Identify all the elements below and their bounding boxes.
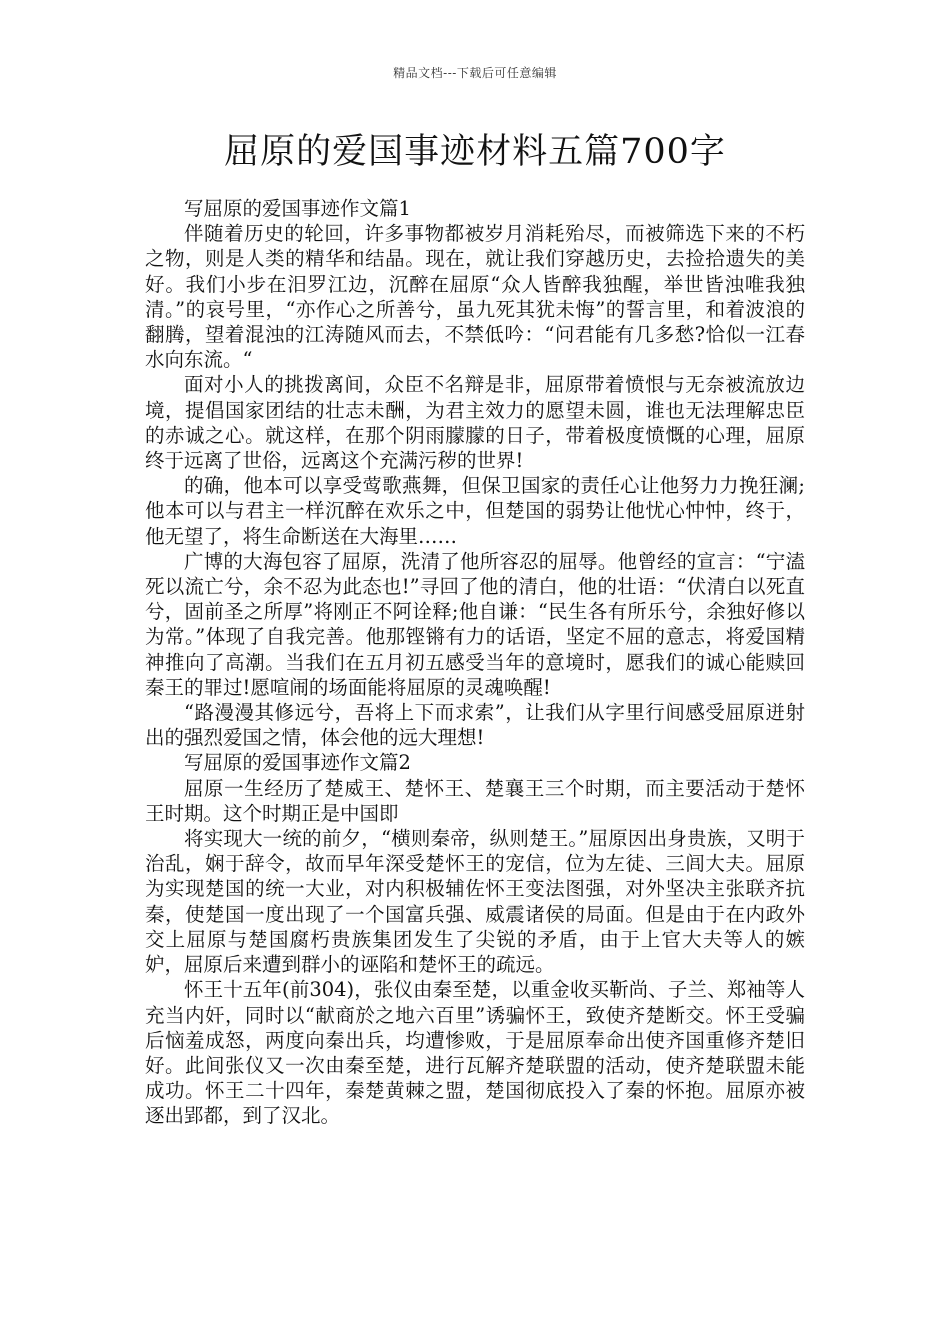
paragraph: “路漫漫其修远兮，吾将上下而求索”，让我们从字里行间感受屈原迸射出的强烈爱国之情，体会他的远大理想! xyxy=(145,701,805,750)
document-title: 屈原的爱国事迹材料五篇700字 xyxy=(224,132,726,172)
paragraph: 屈原一生经历了楚威王、楚怀王、楚襄王三个时期，而主要活动于楚怀王时期。这个时期正是中国即 xyxy=(145,776,805,825)
paragraph: 的确，他本可以享受莺歌燕舞，但保卫国家的责任心让他努力力挽狂澜;他本可以与君主一样沉醉在欢乐之中，但楚国的弱势让他忧心忡忡，终于，他无望了，将生命断送在大海里…… xyxy=(145,474,805,548)
page-header: 精品文档---下载后可任意编辑 xyxy=(393,66,557,80)
paragraph: 广博的大海包容了屈原，洗清了他所容忍的屈辱。他曾经的宣言：“宁溘死以流亡兮，余不忍为此态也!”寻回了他的清白，他的壮语：“伏清白以死直兮，固前圣之所厚”将刚正不阿诠释;他自谦：“民生各有所乐兮，余独好修以为常。”体现了自我完善。他那铿锵有力的话语，坚定不屈的意志，将爱国精神推向了高潮。当我们在五月初五感受当年的意境时，愿我们的诚心能赎回秦王的罪过!愿喧闹的场面能将屈原的灵魂唤醒! xyxy=(145,549,805,699)
paragraph: 伴随着历史的轮回，许多事物都被岁月消耗殆尽，而被筛选下来的不朽之物，则是人类的精华和结晶。现在，就让我们穿越历史，去捡拾遗失的美好。我们小步在汨罗江边，沉醉在屈原“众人皆醉我独醒，举世皆浊唯我独清。”的哀号里，“亦作心之所善兮，虽九死其犹未悔”的誓言里，和着波浪的翻腾，望着混浊的江涛随风而去，不禁低吟：“问君能有几多愁?恰似一江春水向东流。“ xyxy=(145,222,805,372)
section-heading-2: 写屈原的爱国事迹作文篇2 xyxy=(184,751,411,775)
section-heading-1: 写屈原的爱国事迹作文篇1 xyxy=(184,197,411,220)
paragraph: 面对小人的挑拨离间，众臣不名辩是非，屈原带着愤恨与无奈被流放边境，提倡国家团结的壮志未酬，为君主效力的愿望未圆，谁也无法理解忠臣的赤诚之心。就这样，在那个阴雨朦朦的日子，带着极度愤慨的心理，屈原终于远离了世俗，远离这个充满污秽的世界! xyxy=(145,373,805,473)
paragraph: 将实现大一统的前夕，“横则秦帝，纵则楚王。”屈原因出身贵族，又明于治乱，娴于辞令，故而早年深受楚怀王的宠信，位为左徒、三闾大夫。屈原为实现楚国的统一大业，对内积极辅佐怀王变法图强，对外坚决主张联齐抗秦，使楚国一度出现了一个国富兵强、威震诸侯的局面。但是由于在内政外交上屈原与楚国腐朽贵族集团发生了尖锐的矛盾，由于上官大夫等人的嫉妒，屈原后来遭到群小的诬陷和楚怀王的疏远。 xyxy=(145,827,805,977)
paragraph: 怀王十五年(前304)，张仪由秦至楚，以重金收买靳尚、子兰、郑袖等人充当内奸，同时以“献商於之地六百里”诱骗怀王，致使齐楚断交。怀王受骗后恼羞成怒，两度向秦出兵，均遭惨败，于是屈原奉命出使齐国重修齐楚旧好。此间张仪又一次由秦至楚，进行瓦解齐楚联盟的活动，使齐楚联盟未能成功。怀王二十四年，秦楚黄棘之盟，楚国彻底投入了秦的怀抱。屈原亦被逐出郢都，到了汉北。 xyxy=(145,978,805,1128)
document-body xyxy=(145,196,805,1129)
